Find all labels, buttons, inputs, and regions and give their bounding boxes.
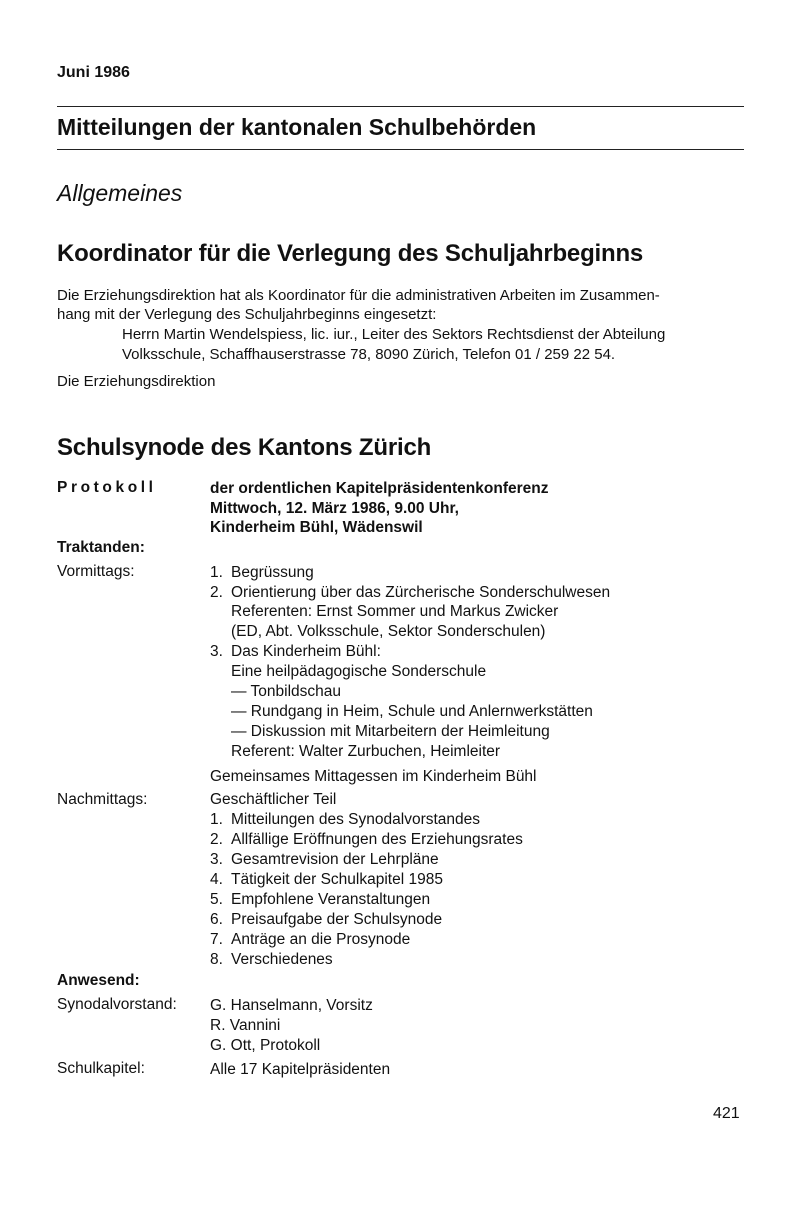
article1-person-line2: Volksschule, Schaffhauserstrasse 78, 8090 Zürich, Telefon 01 / 259 22 54. <box>122 346 616 363</box>
nachmittags-label: Nachmittags: <box>57 791 148 808</box>
schulkapitel-label: Schulkapitel: <box>57 1060 145 1077</box>
vormittags-item-3: 3. Das Kinderheim Bühl: <box>210 643 381 660</box>
nachmittags-item: 3. Gesamtrevision der Lehrpläne <box>210 851 439 868</box>
section-title: Mitteilungen der kantonalen Schulbehörden <box>57 114 537 140</box>
synodalvorstand-label: Synodalvorstand: <box>57 996 177 1013</box>
nachmittags-item: 5. Empfohlene Veranstaltungen <box>210 891 431 908</box>
page-date: Juni 1986 <box>57 64 130 81</box>
top-rule <box>57 106 744 107</box>
bottom-rule <box>57 149 744 150</box>
synodalvorstand-member: R. Vannini <box>210 1017 281 1034</box>
nachmittags-item: 7. Anträge an die Prosynode <box>210 931 411 948</box>
vormittags-item-1: 1. Begrüssung <box>210 564 314 581</box>
nachmittags-item: 2. Allfällige Eröffnungen des Erziehungsrates <box>210 831 523 848</box>
vormittags-item-2-sub1: Referenten: Ernst Sommer und Markus Zwicker <box>231 603 559 620</box>
vormittags-item-3-sub5: Referent: Walter Zurbuchen, Heimleiter <box>231 743 501 760</box>
traktanden-label: Traktanden: <box>57 539 145 556</box>
synodalvorstand-member: G. Hanselmann, Vorsitz <box>210 997 373 1014</box>
nachmittags-intro: Geschäftlicher Teil <box>210 791 337 808</box>
article1-person-line1: Herrn Martin Wendelspiess, lic. iur., Leiter des Sektors Rechtsdienst der Abteilung <box>122 326 666 343</box>
nachmittags-item: 6. Preisaufgabe der Schulsynode <box>210 911 443 928</box>
meeting-info <box>210 479 548 538</box>
vormittags-item-2-sub2: (ED, Abt. Volksschule, Sektor Sonderschulen) <box>231 623 546 640</box>
nachmittags-item: 4. Tätigkeit der Schulkapitel 1985 <box>210 871 443 888</box>
schulkapitel-value: Alle 17 Kapitelpräsidenten <box>210 1061 391 1078</box>
anwesend-label: Anwesend: <box>57 972 140 989</box>
article1-title: Koordinator für die Verlegung des Schuljahrbeginns <box>57 240 644 267</box>
vormittags-item-3-sub1: Eine heilpädagogische Sonderschule <box>231 663 487 680</box>
meeting-line2: Mittwoch, 12. März 1986, 9.00 Uhr, <box>210 499 459 517</box>
nachmittags-item: 8. Verschiedenes <box>210 951 333 968</box>
article2-title: Schulsynode des Kantons Zürich <box>57 434 432 461</box>
article1-signature: Die Erziehungsdirektion <box>57 373 216 390</box>
vormittags-label: Vormittags: <box>57 563 135 580</box>
nachmittags-item: 1. Mitteilungen des Synodalvorstandes <box>210 811 481 828</box>
vormittags-item-3-sub2: — Tonbildschau <box>231 683 342 700</box>
meeting-line3: Kinderheim Bühl, Wädenswil <box>210 519 423 536</box>
vormittags-item-2: 2. Orientierung über das Zürcherische Sonderschulwesen <box>210 584 611 601</box>
lunch-note: Gemeinsames Mittagessen im Kinderheim Bühl <box>210 768 537 785</box>
protokoll-label: Protokoll <box>57 479 157 496</box>
subsection-title: Allgemeines <box>57 180 183 206</box>
meeting-line1: der ordentlichen Kapitelpräsidentenkonferenz <box>210 480 549 497</box>
article1-line2: hang mit der Verlegung des Schuljahrbeginns eingesetzt: <box>57 306 437 323</box>
article1-line1: Die Erziehungsdirektion hat als Koordinator für die administrativen Arbeiten im Zusammen- <box>57 287 660 304</box>
vormittags-item-3-sub3: — Rundgang in Heim, Schule und Anlernwerkstätten <box>231 703 593 720</box>
synodalvorstand-member: G. Ott, Protokoll <box>210 1037 321 1054</box>
page-number: 421 <box>713 1105 740 1122</box>
vormittags-item-3-sub4: — Diskussion mit Mitarbeitern der Heimleitung <box>231 723 550 740</box>
